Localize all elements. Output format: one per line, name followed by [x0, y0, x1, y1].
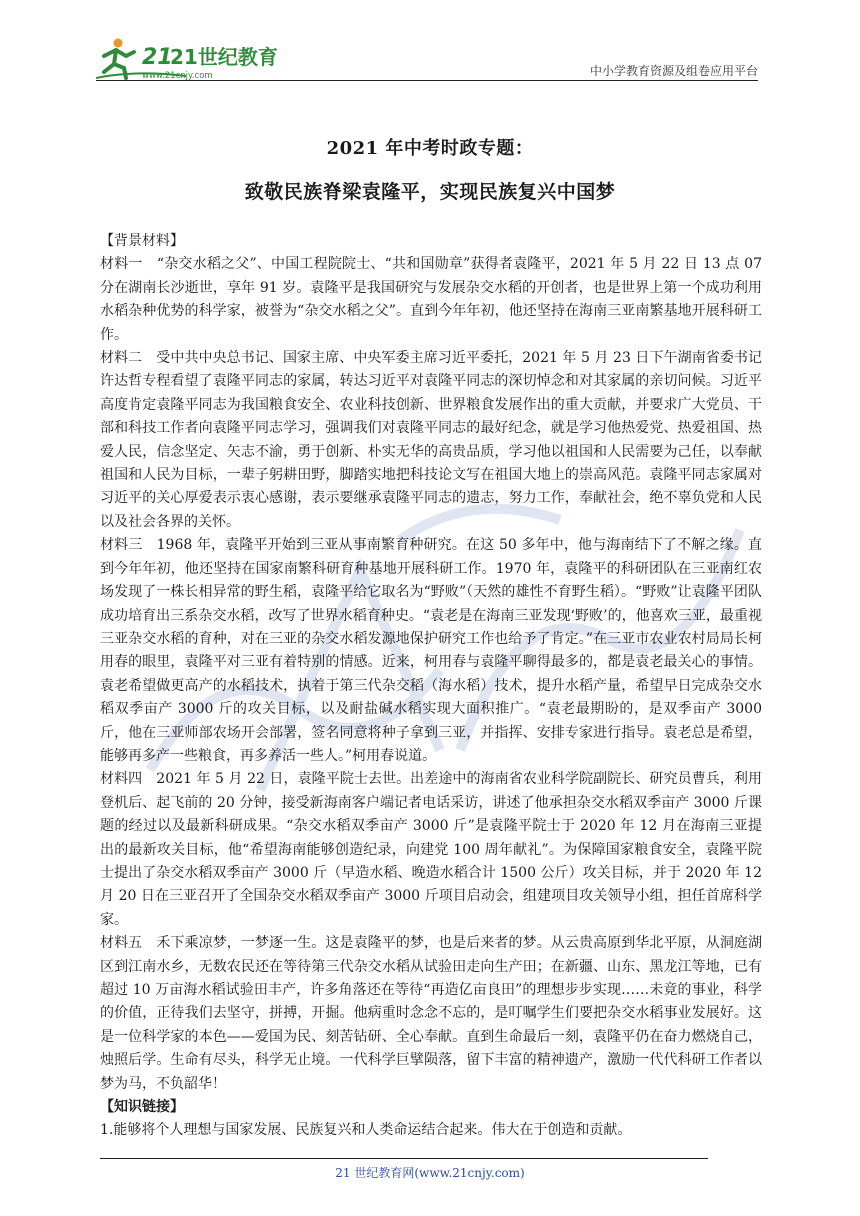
- svg-text:21世纪教育: 21世纪教育: [170, 45, 278, 69]
- material-paragraph: 材料三 1968 年，袁隆平开始到三亚从事南繁育种研究。在这 50 多年中，他与海南结下了不解之缘。直到今年年初，他还坚持在国家南繁科研育种基地开展科研工作。1970 年，袁隆平的科研团队在三亚南红农场发现了一株长相异常的野生稻，袁隆平给它取名为“野败”（天然的雄性不育野生稻）。“野败”让袁隆平团队成功培育出三系杂交水稻，改写了世界水稻育种史。“袁老是在海南三亚发现‘野败’的，他喜欢三亚，最重视三亚杂交水稻的育种，对在三亚的杂交水稻发源地保护研究工作也给予了肯定。”在三亚市农业农村局局长柯用春的眼里，袁隆平对三亚有着特别的情感。近来，柯用春与袁隆平聊得最多的，都是袁老最关心的事情。袁老希望做更高产的水稻技术，执着于第三代杂交稻（海水稻）技术，提升水稻产量，希望早日完成杂交水稻双季亩产 3000 斤的攻关目标，以及耐盐碱水稻实现大面积推广。“袁老最期盼的，是双季亩产 3000 斤，他在三亚师部农场开会部署，签名同意将种子拿到三亚，并指挥、安排专家进行指导。袁老总是希望，能够再多产一些粮食，再多养活一些人。”柯用春说道。: [100, 537, 762, 764]
- runner-logo-icon: [96, 34, 296, 84]
- page-header: [96, 28, 760, 86]
- material-paragraph: 材料四 2021 年 5 月 22 日，袁隆平院士去世。出差途中的海南省农业科学院副院长、研究员曹兵，利用登机后、起飞前的 20 分钟，接受新海南客户端记者电话采访，讲述了他承担杂交水稻双季亩产 3000 斤课题的经过以及最新科研成果。“杂交水稻双季亩产 3000 斤”是袁隆平院士于 2020 年 12 月在海南三亚提出的最新攻关目标，他“希望海南能够创造纪录，向建党 100 周年献礼”。为保障国家粮食安全，袁隆平院士提出了杂交水稻双季亩产 3000 斤（早造水稻、晚造水稻合计 1500 公斤）攻关目标，并于 2020 年 12 月 20 日在三亚召开了全国杂交水稻双季亩产 3000 斤项目启动会，组建项目攻关领导小组，担任首席科学家。: [100, 771, 762, 928]
- material-paragraph: 材料二 受中共中央总书记、国家主席、中央军委主席习近平委托，2021 年 5 月 23 日下午湖南省委书记许达哲专程看望了袁隆平同志的家属，转达习近平对袁隆平同志的深切悼念和对其家属的亲切问候。习近平高度肯定袁隆平同志为我国粮食安全、农业科技创新、世界粮食发展作出的重大贡献，并要求广大党员、干部和科技工作者向袁隆平同志学习，强调我们对袁隆平同志的最好纪念，就是学习他热爱党、热爱祖国、热爱人民，信念坚定、矢志不渝，勇于创新、朴实无华的高贵品质，学习他以祖国和人民需要为己任，以奉献祖国和人民为目标，一辈子躬耕田野，脚踏实地把科技论文写在祖国大地上的崇高风范。袁隆平同志家属对习近平的关心厚爱表示衷心感谢，表示要继承袁隆平同志的遗志，努力工作，奉献社会，绝不辜负党和人民以及社会各界的关怀。: [100, 350, 762, 530]
- header-divider: [96, 80, 758, 81]
- knowledge-item: 1.能够将个人理想与国家发展、民族复兴和人类命运结合起来。伟大在于创造和贡献。: [100, 1122, 632, 1139]
- footer-link[interactable]: 21 世纪教育网(www.21cnjy.com): [335, 1166, 525, 1180]
- document-title-line1: 2021 年中考时政专题：: [326, 138, 534, 159]
- knowledge-heading: 【知识链接】: [100, 1099, 184, 1116]
- material-paragraph: 材料一 “杂交水稻之父”、中国工程院院士、“共和国勋章”获得者袁隆平，2021 年 5 月 22 日 13 点 07 分在湖南长沙逝世，享年 91 岁。袁隆平是我国研究与发展杂交水稻的开创者，也是世界上第一个成功利用水稻杂种优势的科学家，被誉为“杂交水稻之父”。直到今年年初，他还坚持在海南三亚南繁基地开展科研工作。: [100, 256, 762, 343]
- platform-name: 中小学教育资源及组卷应用平台: [589, 64, 758, 78]
- background-heading: 【背景材料】: [100, 233, 184, 249]
- document-body: [100, 230, 762, 1143]
- svg-text:21: 21: [142, 45, 173, 70]
- svg-text:www.21cnjy.com: www.21cnjy.com: [142, 71, 213, 81]
- site-logo[interactable]: [96, 34, 296, 84]
- document-title-line2: 致敬民族脊梁袁隆平，实现民族复兴中国梦: [244, 181, 616, 203]
- material-paragraph: 材料五 禾下乘凉梦，一梦逐一生。这是袁隆平的梦，也是后来者的梦。从云贵高原到华北平原，从洞庭湖区到江南水乡，无数农民还在等待第三代杂交水稻从试验田走向生产田；在新疆、山东、黑龙江等地，已有超过 10 万亩海水稻试验田丰产，许多角落还在等待“再造亿亩良田”的理想步步实现……未竟的事业，科学的价值，正待我们去坚守，拼搏，开掘。他病重时念念不忘的，是叮嘱学生们要把杂交水稻事业发展好。这是一位科学家的本色——爱国为民、刻苦钻研、全心奉献。直到生命最后一刻，袁隆平仍在奋力燃烧自己，烛照后学。生命有尽头，科学无止境。一代科学巨擘陨落，留下丰富的精神遗产，激励一代代科研工作者以梦为马，不负韶华！: [100, 935, 762, 1092]
- footer-divider: [100, 1158, 708, 1159]
